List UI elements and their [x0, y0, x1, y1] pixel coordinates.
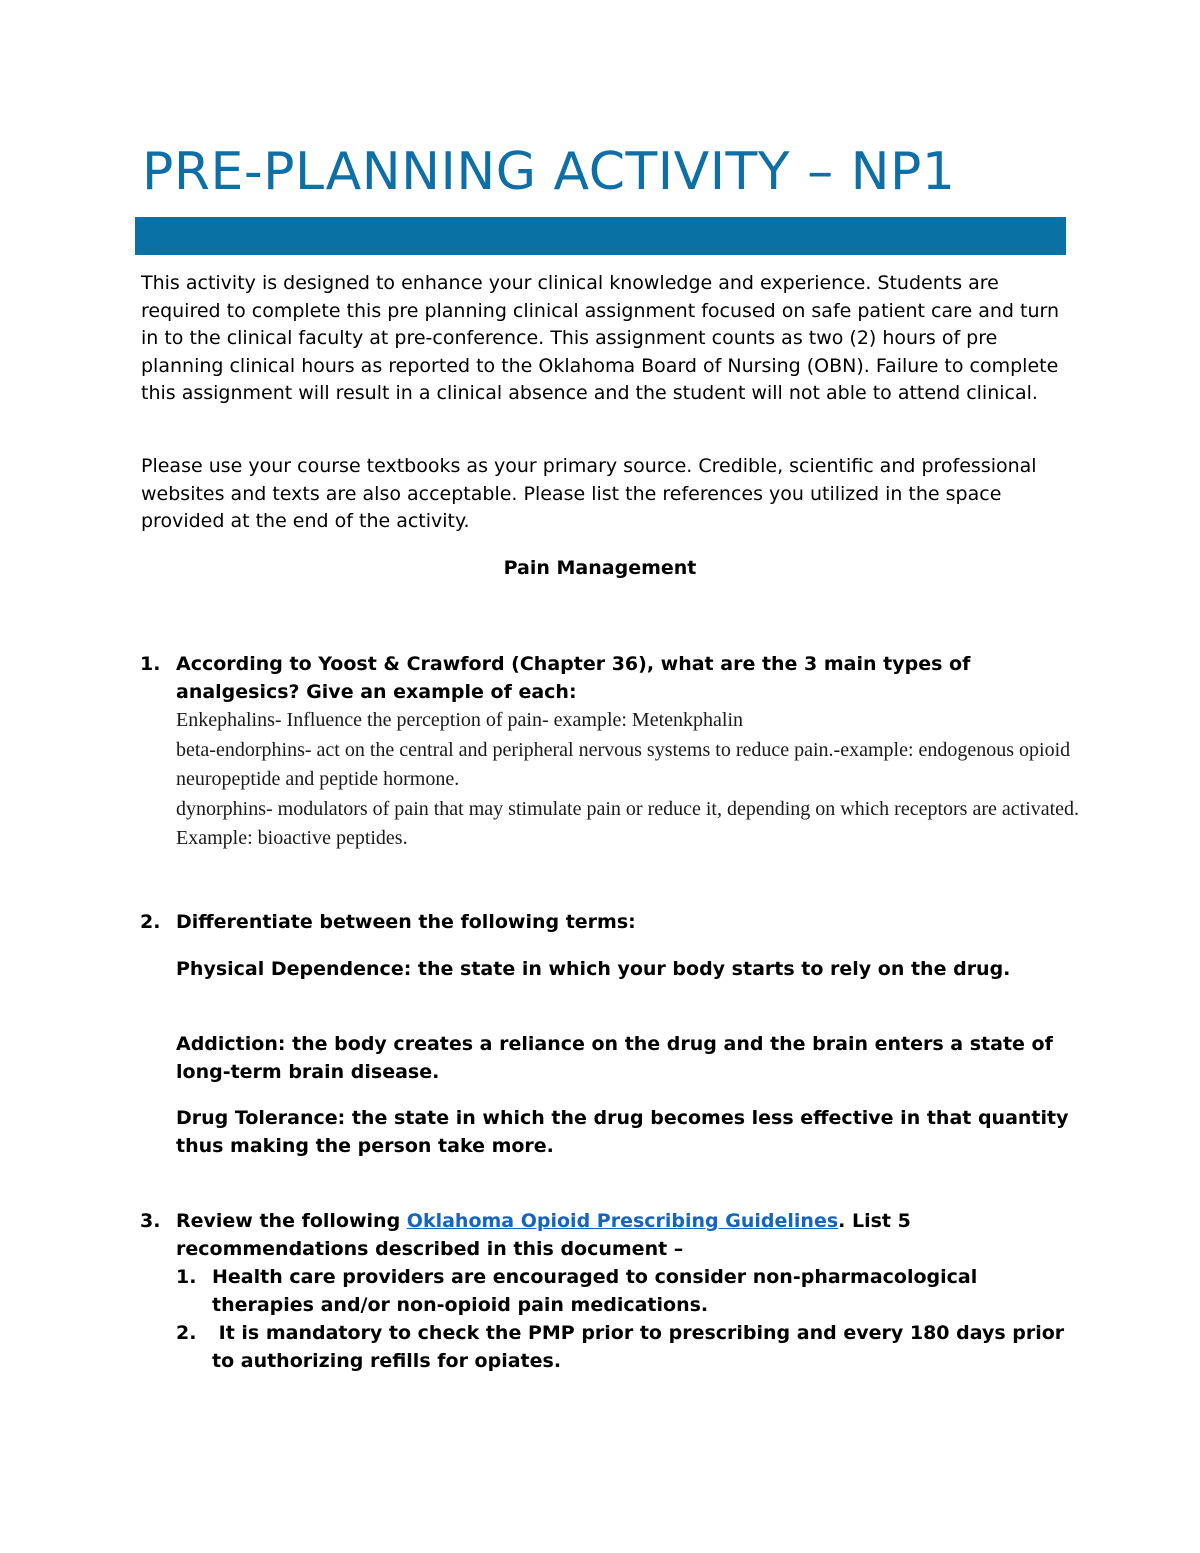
term-addiction: Addiction: the body creates a reliance on the drug and the brain enters a state of long-term brain disease.: [176, 1033, 1053, 1083]
question-text-before: Review the following: [176, 1210, 407, 1232]
list-item-number: 1.: [176, 1266, 197, 1288]
intro-paragraph-2: Please use your course textbooks as your primary source. Credible, scientific and professional websites and texts are also acceptable. Please list the references you utilized in the space provided at the end of the activity.: [141, 455, 1037, 533]
list-item-number: 2.: [176, 1322, 197, 1344]
question-text: According to Yoost & Crawford (Chapter 36), what are the 3 main types of analgesics? Give an example of each:: [176, 653, 971, 703]
list-item: [176, 1319, 1076, 1375]
list-item-text: Health care providers are encouraged to consider non-pharmacological therapies and/or non-opioid pain medications.: [212, 1266, 978, 1316]
term-drug-tolerance: Drug Tolerance: the state in which the drug becomes less effective in that quantity thus making the person take more.: [176, 1107, 1069, 1157]
page-title: PRE-PLANNING ACTIVITY – NP1: [142, 142, 956, 202]
opioid-guidelines-link[interactable]: Oklahoma Opioid Prescribing Guidelines: [406, 1210, 839, 1232]
question-3: [140, 1207, 1080, 1263]
question-text: Differentiate between the following terms:: [176, 911, 636, 933]
term-physical-dependence: Physical Dependence: the state in which your body starts to rely on the drug.: [176, 958, 1011, 980]
intro-paragraph-1: This activity is designed to enhance your clinical knowledge and experience. Students are required to complete this pre planning clinical assignment focused on safe patient care and turn in to the clinical faculty at pre-conference. This assignment counts as two (2) hours of pre planning clinical hours as reported to the Oklahoma Board of Nursing (OBN). Failure to complete this assignment will result in a clinical absence and the student will not able to attend clinical.: [141, 272, 1060, 405]
question-number: 1.: [140, 653, 161, 675]
answer-line: beta-endorphins- act on the central and peripheral nervous systems to reduce pain.-example: endogenous opioid neuropeptide and peptide hormone.: [176, 738, 1071, 791]
question-2: [140, 908, 1080, 936]
title-underline-bar: [135, 217, 1066, 255]
question-number: 2.: [140, 911, 161, 933]
recommendation-list: [176, 1263, 1076, 1375]
question-number: 3.: [140, 1210, 161, 1232]
answer-line: Enkephalins- Influence the perception of pain- example: Metenkphalin: [176, 709, 744, 731]
answer-line: dynorphins- modulators of pain that may stimulate pain or reduce it, depending on which receptors are activated. Example: bioactive peptides.: [176, 797, 1080, 850]
question-text-after: . List 5 recommendations described in this document –: [176, 1210, 911, 1260]
section-title: Pain Management: [503, 557, 697, 579]
list-item-text: It is mandatory to check the PMP prior to prescribing and every 180 days prior to authorizing refills for opiates.: [212, 1322, 1071, 1372]
list-item: [176, 1263, 1076, 1319]
question-1: [140, 650, 1080, 854]
question-text: [176, 1207, 1080, 1263]
